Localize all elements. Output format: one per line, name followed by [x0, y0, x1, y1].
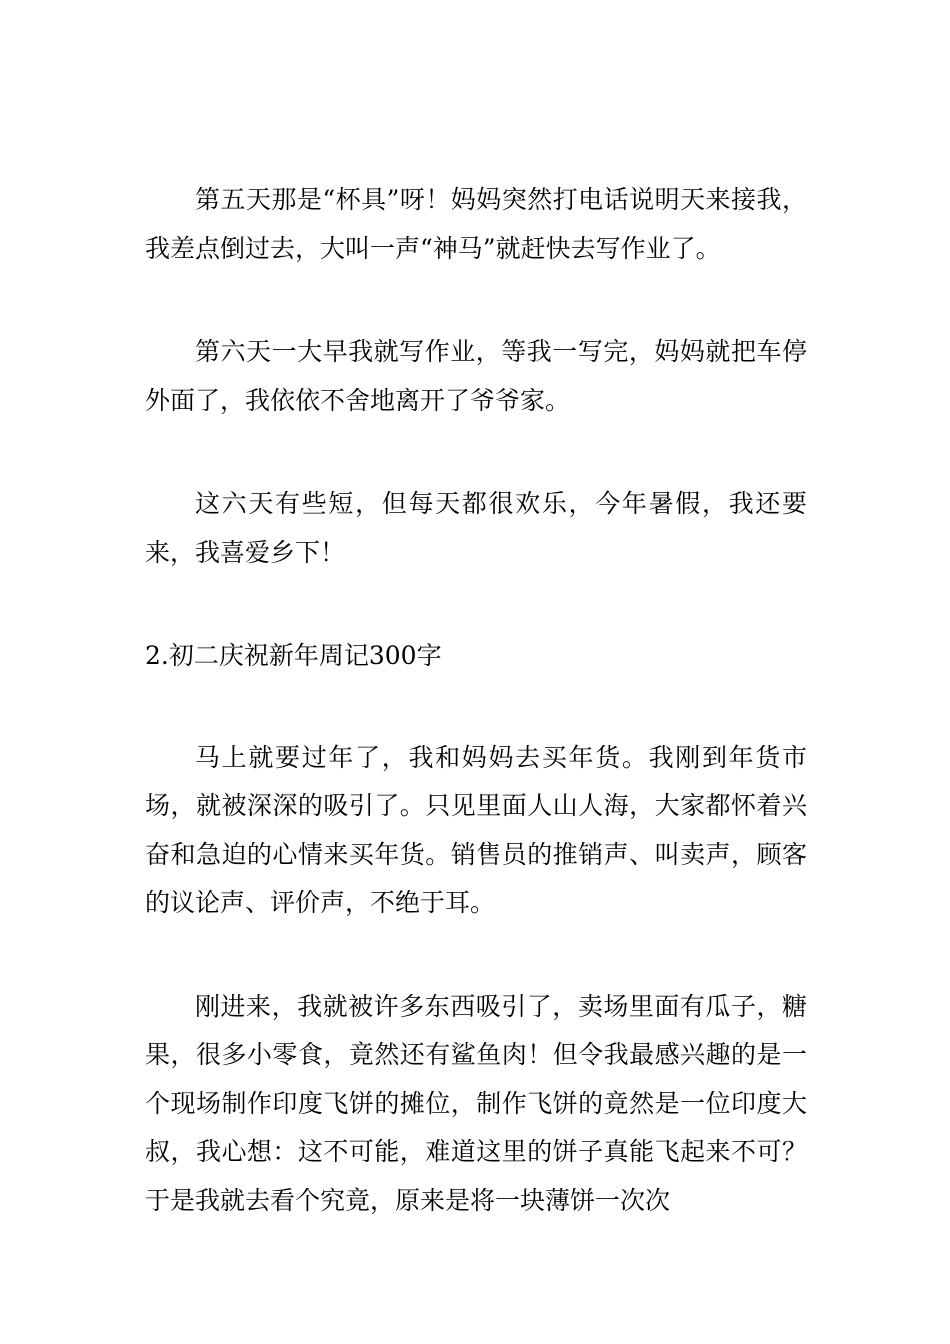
- document-body: [145, 176, 807, 1225]
- section-heading: 2.初二庆祝新年周记300字: [145, 641, 442, 670]
- paragraph-new-year-shopping: 马上就要过年了，我和妈妈去买年货。我刚到年货市场，就被深深的吸引了。只见里面人山人海，大家都怀着兴奋和急迫的心情来买年货。销售员的推销声、叫卖声，顾客的议论声、评价声，不绝于耳。: [145, 742, 807, 917]
- paragraph-market-stall: 刚进来，我就被许多东西吸引了，卖场里面有瓜子，糖果，很多小零食，竟然还有鲨鱼肉！但令我最感兴趣的是一个现场制作印度飞饼的摊位，制作飞饼的竟然是一位印度大叔，我心想：这不可能，难道这里的饼子真能飞起来不可？于是我就去看个究竟，原来是将一块薄饼一次次: [145, 991, 807, 1215]
- paragraph-day-six: 第六天一大早我就写作业，等我一写完，妈妈就把车停外面了，我依依不舍地离开了爷爷家。: [145, 337, 807, 415]
- paragraph-gap: [145, 273, 807, 328]
- paragraph-summary: 这六天有些短，但每天都很欢乐，今年暑假，我还要来，我喜爱乡下！: [145, 489, 807, 567]
- paragraph-gap: [145, 425, 807, 480]
- paragraph-gap: [145, 928, 807, 983]
- paragraph-gap: [145, 681, 807, 734]
- paragraph-gap: [145, 577, 807, 632]
- paragraph-day-five: 第五天那是“杯具”呀！妈妈突然打电话说明天来接我，我差点倒过去，大叫一声“神马”就赶快去写作业了。: [145, 185, 807, 263]
